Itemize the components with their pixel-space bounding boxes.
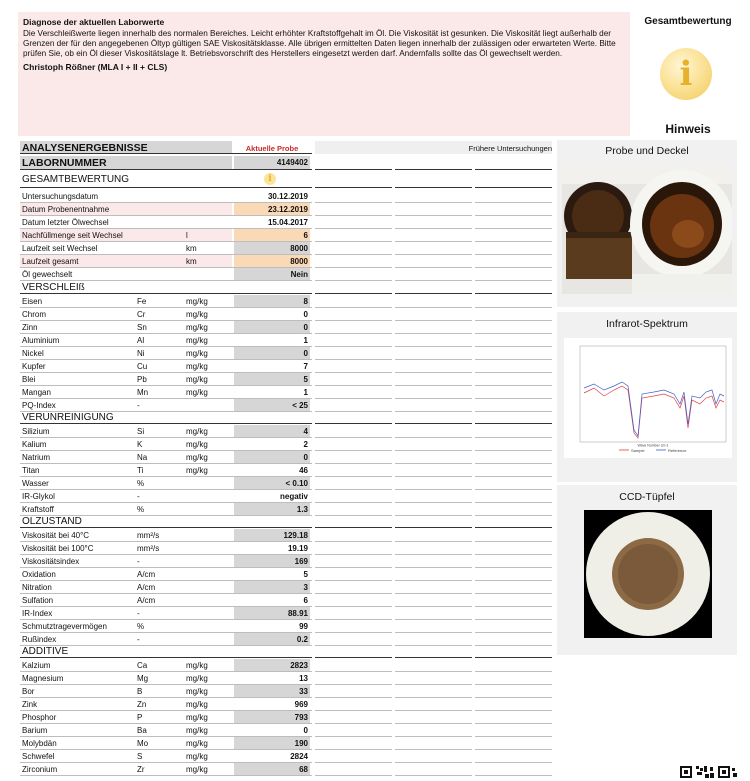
overall-rating-label: Hinweis (665, 122, 711, 136)
measurement-value: 4 (303, 426, 308, 436)
measurement-label: Magnesium (22, 673, 64, 683)
measurement-value: 19.19 (287, 543, 308, 553)
measurement-symbol: Si (137, 426, 145, 436)
measurement-symbol: % (137, 504, 145, 514)
measurement-value: 2823 (290, 660, 308, 670)
earlier-results-label: Frühere Untersuchungen (468, 143, 552, 153)
measurement-row (0, 685, 560, 698)
measurement-label: Chrom (22, 309, 47, 319)
measurement-unit: mg/kg (186, 725, 208, 735)
measurement-label: Titan (22, 465, 40, 475)
info-icon: i (660, 48, 712, 100)
lab-number-value: 4149402 (276, 158, 308, 167)
measurement-label: Molybdän (22, 738, 57, 748)
measurement-label: Phosphor (22, 712, 57, 722)
measurement-value: 0 (303, 452, 308, 462)
measurement-label: Aluminium (22, 335, 60, 345)
measurement-row (0, 750, 560, 763)
measurement-value: 129.18 (283, 530, 308, 540)
measurement-value: 8 (303, 296, 308, 306)
measurement-row (0, 711, 560, 724)
measurement-row (0, 438, 560, 451)
results-label: ANALYSENERGEBNISSE (22, 142, 148, 153)
measurement-row (0, 737, 560, 750)
measurement-value: < 0.10 (285, 478, 308, 488)
measurement-unit: mg/kg (186, 348, 208, 358)
section-title: ADDITIVE (22, 646, 69, 657)
measurement-value: 13 (299, 673, 308, 683)
info-row-value: 8000 (290, 243, 308, 253)
measurement-row (0, 724, 560, 737)
info-row-value: 15.04.2017 (267, 217, 308, 227)
lab-number-row (0, 156, 560, 170)
measurement-symbol: - (137, 491, 140, 501)
section-header (0, 281, 560, 294)
diagnosis-title: Diagnose der aktuellen Laborwerte (23, 17, 165, 27)
measurement-row (0, 295, 560, 308)
measurement-unit: mg/kg (186, 751, 208, 761)
measurement-label: Rußindex (22, 634, 57, 644)
measurement-symbol: Mo (137, 738, 149, 748)
measurement-unit: mg/kg (186, 361, 208, 371)
qr-code-icon (680, 766, 738, 778)
measurement-symbol: Ni (137, 348, 145, 358)
measurement-unit: mg/kg (186, 686, 208, 696)
info-row (0, 203, 560, 216)
info-row-label: Öl gewechselt (22, 269, 73, 279)
measurement-unit: mg/kg (186, 660, 208, 670)
ir-legend-sample: Sample (631, 448, 645, 453)
measurement-value: 6 (303, 595, 308, 605)
section-title: VERSCHLEIß (22, 282, 85, 293)
ccd-spot-image (584, 510, 712, 638)
info-row-value: 30.12.2019 (267, 191, 308, 201)
measurement-symbol: % (137, 621, 145, 631)
info-row-label: Untersuchungsdatum (22, 191, 99, 201)
measurement-unit: mg/kg (186, 309, 208, 319)
measurement-symbol: - (137, 608, 140, 618)
measurement-unit: mg/kg (186, 439, 208, 449)
measurement-label: IR-Index (22, 608, 53, 618)
info-row-value: 8000 (290, 256, 308, 266)
measurement-value: 3 (303, 582, 308, 592)
measurement-symbol: Na (137, 452, 148, 462)
measurement-symbol: Zn (137, 699, 147, 709)
measurement-symbol: Pb (137, 374, 147, 384)
measurement-value: 0 (303, 322, 308, 332)
measurement-symbol: P (137, 712, 143, 722)
measurement-row (0, 347, 560, 360)
measurement-row (0, 555, 560, 568)
measurement-symbol: Sn (137, 322, 147, 332)
info-row (0, 242, 560, 255)
info-row-label: Nachfüllmenge seit Wechsel (22, 230, 123, 240)
measurement-label: IR-Glykol (22, 491, 55, 501)
measurement-symbol: Mn (137, 387, 149, 397)
measurement-row (0, 451, 560, 464)
results-header-row (0, 141, 560, 154)
measurement-symbol: Mg (137, 673, 149, 683)
measurement-symbol: S (137, 751, 143, 761)
measurement-value: 46 (299, 465, 308, 475)
measurement-label: Bor (22, 686, 35, 696)
measurement-symbol: - (137, 634, 140, 644)
measurement-symbol: % (137, 478, 145, 488)
measurement-unit: mg/kg (186, 465, 208, 475)
measurement-label: Zirconium (22, 764, 58, 774)
overall-rating-title: Gesamtbewertung (644, 16, 732, 27)
measurement-symbol: A/cm (137, 595, 156, 605)
diagnosis-text: Die Verschleißwerte liegen innerhalb des normalen Bereiches. Leicht erhöhter Kraftstoffgehalt im Öl. Die Viskosität ist gesunken. Die Viskosität liegt außerhalb der Grenzen der für den angegebenen Öltyp gültigen SAE Viskositätsklasse. Alle übrigen ermittelten Daten liegen innerhalb der zulässigen oder erwarteten Werte. Bitte prüfen Sie, ob ein Öl dieser Viskositätslage lt. Betriebsvorschrift des Herstellers eingesetzt werden darf. Andernfalls sollte das Öl gewechselt werden. (23, 29, 616, 58)
measurement-label: Mangan (22, 387, 51, 397)
lab-number-label: LABORNUMMER (22, 158, 107, 168)
measurement-value: 5 (303, 374, 308, 384)
measurement-symbol: A/cm (137, 582, 156, 592)
measurement-unit: mg/kg (186, 452, 208, 462)
info-row-label: Datum Probenentnahme (22, 204, 110, 214)
info-row-unit: km (186, 256, 197, 266)
info-row-label: Datum letzter Ölwechsel (22, 217, 109, 227)
measurement-unit: mg/kg (186, 387, 208, 397)
measurement-label: Zink (22, 699, 38, 709)
measurement-symbol: Ba (137, 725, 147, 735)
measurement-label: Natrium (22, 452, 51, 462)
info-row-value: 23.12.2019 (267, 204, 308, 214)
ir-xlabel: Wave Number cm-1 (637, 443, 669, 448)
measurement-unit: mg/kg (186, 374, 208, 384)
measurement-label: Zinn (22, 322, 38, 332)
measurement-row (0, 672, 560, 685)
measurement-row (0, 594, 560, 607)
measurement-row (0, 529, 560, 542)
measurement-symbol: - (137, 400, 140, 410)
measurement-label: Kalium (22, 439, 47, 449)
info-row-unit: l (186, 230, 188, 240)
measurement-value: 2824 (290, 751, 308, 761)
info-row (0, 229, 560, 242)
diagnosis-author: Christoph Rößner (MLA I + II + CLS) (23, 62, 168, 72)
measurement-row (0, 542, 560, 555)
section-header (0, 645, 560, 658)
measurement-row (0, 386, 560, 399)
measurement-unit: mg/kg (186, 322, 208, 332)
measurement-row (0, 620, 560, 633)
overall-rating-row-label: GESAMTBEWERTUNG (22, 175, 130, 185)
measurement-row (0, 360, 560, 373)
measurement-value: negativ (279, 491, 308, 501)
info-row-label: Laufzeit gesamt (22, 256, 79, 266)
measurement-label: Kraftstoff (22, 504, 54, 514)
measurement-label: Sulfation (22, 595, 54, 605)
measurement-value: 1 (303, 387, 308, 397)
measurement-unit: mg/kg (186, 335, 208, 345)
measurement-label: Schmutztragevermögen (22, 621, 107, 631)
ir-panel-title: Infrarot-Spektrum (606, 318, 688, 330)
measurement-symbol: Zr (137, 764, 145, 774)
measurement-symbol: mm²/s (137, 530, 160, 540)
measurement-row (0, 568, 560, 581)
info-icon: i (264, 173, 276, 185)
measurement-value: 190 (294, 738, 308, 748)
measurement-value: 7 (303, 361, 308, 371)
measurement-label: Viskositätsindex (22, 556, 80, 566)
measurement-label: Viskosität bei 100°C (22, 543, 94, 553)
measurement-row (0, 464, 560, 477)
measurement-unit: mg/kg (186, 296, 208, 306)
measurement-unit: mg/kg (186, 673, 208, 683)
measurement-label: Oxidation (22, 569, 56, 579)
measurement-symbol: B (137, 686, 143, 696)
measurement-row (0, 425, 560, 438)
measurement-symbol: A/cm (137, 569, 156, 579)
measurement-label: Blei (22, 374, 36, 384)
measurement-value: 793 (294, 712, 308, 722)
info-row (0, 268, 560, 281)
measurement-row (0, 698, 560, 711)
measurement-value: 1 (303, 335, 308, 345)
measurement-value: 33 (299, 686, 308, 696)
measurement-value: < 25 (292, 400, 308, 410)
ir-spectrum-chart (564, 338, 732, 458)
measurement-symbol: Cr (137, 309, 146, 319)
measurement-row (0, 477, 560, 490)
measurement-row (0, 334, 560, 347)
measurement-unit: mg/kg (186, 426, 208, 436)
measurement-value: 88.91 (287, 608, 308, 618)
measurement-row (0, 321, 560, 334)
measurement-unit: mg/kg (186, 738, 208, 748)
measurement-value: 0 (303, 309, 308, 319)
measurement-value: 969 (294, 699, 308, 709)
info-row-value: 6 (303, 230, 308, 240)
measurement-value: 5 (303, 569, 308, 579)
measurement-symbol: - (137, 556, 140, 566)
measurement-row (0, 607, 560, 620)
measurement-row (0, 373, 560, 386)
info-row-label: Laufzeit seit Wechsel (22, 243, 98, 253)
info-row (0, 216, 560, 229)
measurement-label: Nickel (22, 348, 44, 358)
measurement-label: Kalzium (22, 660, 51, 670)
current-sample-label: Aktuelle Probe (245, 143, 299, 153)
info-row (0, 255, 560, 268)
measurement-label: Kupfer (22, 361, 46, 371)
measurement-unit: mg/kg (186, 764, 208, 774)
measurement-value: 0.2 (296, 634, 308, 644)
measurement-label: Viskosität bei 40°C (22, 530, 90, 540)
measurement-value: 169 (294, 556, 308, 566)
measurement-value: 1.3 (296, 504, 308, 514)
info-row-value: Nein (290, 269, 308, 279)
measurement-symbol: Ti (137, 465, 144, 475)
section-title: VERUNREINIGUNG (22, 412, 114, 423)
section-header (0, 515, 560, 528)
info-row (0, 190, 560, 203)
measurement-unit: mg/kg (186, 712, 208, 722)
overall-rating-row (0, 172, 560, 188)
measurement-value: 99 (299, 621, 308, 631)
measurement-value: 0 (303, 725, 308, 735)
ir-legend-reference: Reference (668, 448, 687, 453)
measurement-symbol: Ca (137, 660, 148, 670)
measurement-row (0, 581, 560, 594)
measurement-row (0, 659, 560, 672)
measurement-value: 68 (299, 764, 308, 774)
measurement-symbol: Al (137, 335, 145, 345)
measurement-label: Wasser (22, 478, 49, 488)
measurement-unit: mg/kg (186, 699, 208, 709)
section-header (0, 411, 560, 424)
measurement-symbol: K (137, 439, 143, 449)
measurement-label: Silizium (22, 426, 50, 436)
measurement-label: Nitration (22, 582, 52, 592)
measurement-row (0, 308, 560, 321)
measurement-symbol: Fe (137, 296, 147, 306)
sample-panel-title: Probe und Deckel (605, 145, 689, 157)
ccd-panel-title: CCD-Tüpfel (619, 491, 675, 503)
measurement-value: 2 (303, 439, 308, 449)
sample-photo (562, 164, 732, 294)
measurement-label: Barium (22, 725, 48, 735)
measurement-symbol: Cu (137, 361, 148, 371)
measurement-row (0, 763, 560, 776)
measurement-value: 0 (303, 348, 308, 358)
info-row-unit: km (186, 243, 197, 253)
measurement-row (0, 490, 560, 503)
measurement-label: PQ-Index (22, 400, 56, 410)
measurement-label: Eisen (22, 296, 43, 306)
measurement-symbol: mm²/s (137, 543, 160, 553)
measurement-label: Schwefel (22, 751, 55, 761)
section-title: ÖLZUSTAND (22, 516, 82, 527)
